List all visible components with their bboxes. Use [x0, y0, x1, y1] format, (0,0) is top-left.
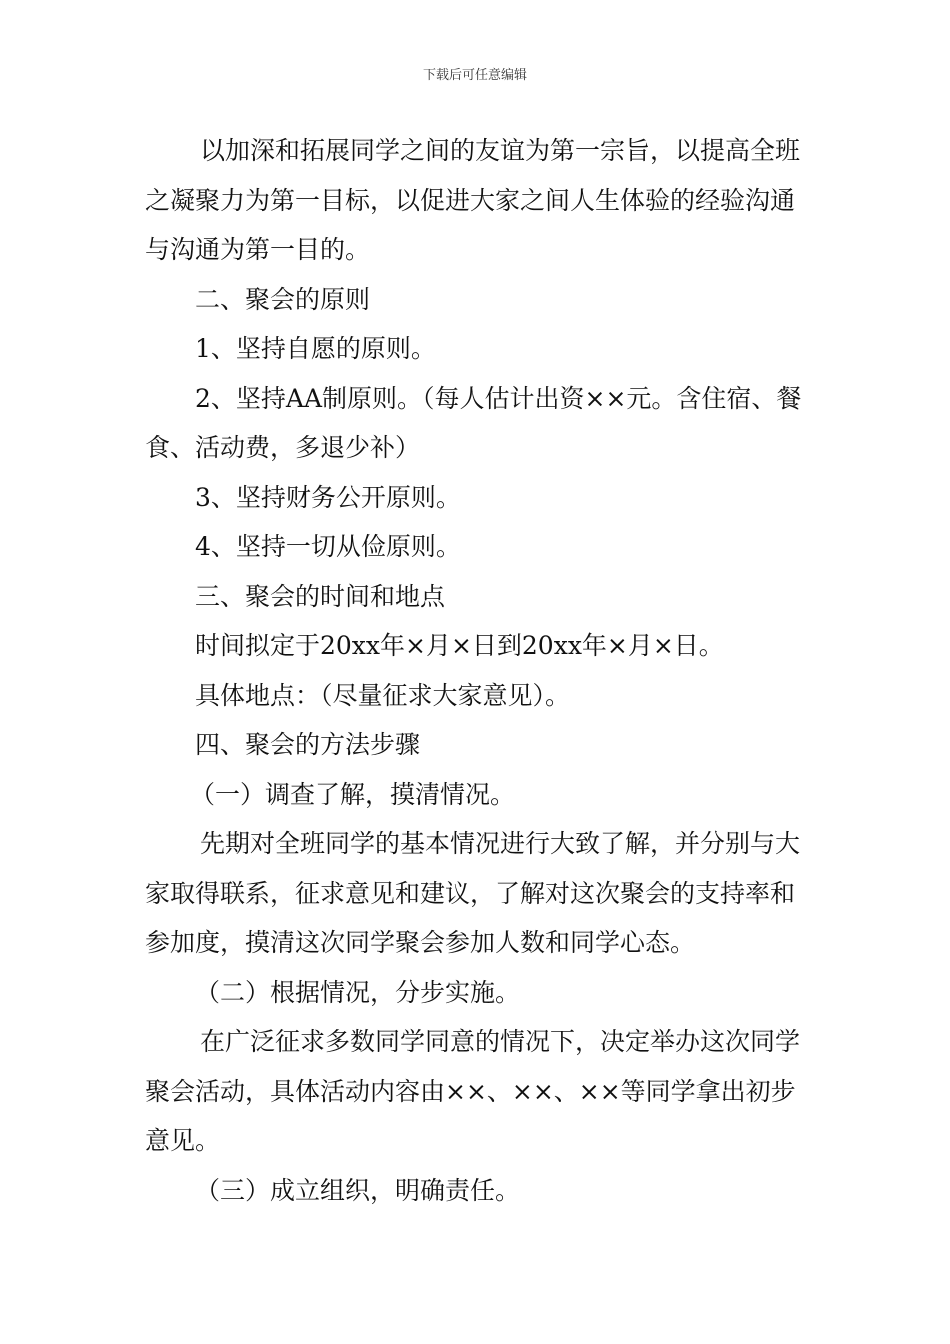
section-heading-steps: 四、聚会的方法步骤	[195, 730, 421, 759]
document-body	[145, 126, 810, 1215]
step-heading-1: （一）调查了解，摸清情况。	[190, 779, 516, 809]
paragraph-time: 时间拟定于20xx年×月×日到20xx年×月×日。	[195, 631, 724, 660]
section-heading-principles: 二、聚会的原则	[195, 284, 371, 314]
paragraph-step-1: 先期对全班同学的基本情况进行大致了解，并分别与大家取得联系，征求意见和建议，了解对这次聚会的支持率和参加度，摸清这次同学聚会参加人数和同学心态。	[145, 829, 801, 957]
paragraph-place: 具体地点：（尽量征求大家意见）。	[195, 680, 571, 710]
step-heading-3: （三）成立组织，明确责任。	[195, 1175, 521, 1205]
page-header: 下载后可任意编辑	[422, 68, 527, 83]
principle-item-3: 3、坚持财务公开原则。	[195, 482, 461, 512]
step-heading-2: （二）根据情况，分步实施。	[195, 977, 521, 1007]
principle-item-2: 2、坚持AA制原则。（每人估计出资××元。含住宿、餐食、活动费，多退少补）	[145, 383, 802, 462]
paragraph-step-2: 在广泛征求多数同学同意的情况下，决定举办这次同学聚会活动，具体活动内容由××、××、××等同学拿出初步意见。	[145, 1027, 801, 1155]
principle-item-1: 1、坚持自愿的原则。	[195, 334, 436, 363]
paragraph-purpose: 以加深和拓展同学之间的友谊为第一宗旨，以提高全班之凝聚力为第一目标，以促进大家之间人生体验的经验沟通与沟通为第一目的。	[145, 136, 801, 264]
section-heading-time-place: 三、聚会的时间和地点	[195, 581, 446, 611]
principle-item-4: 4、坚持一切从俭原则。	[195, 532, 461, 561]
